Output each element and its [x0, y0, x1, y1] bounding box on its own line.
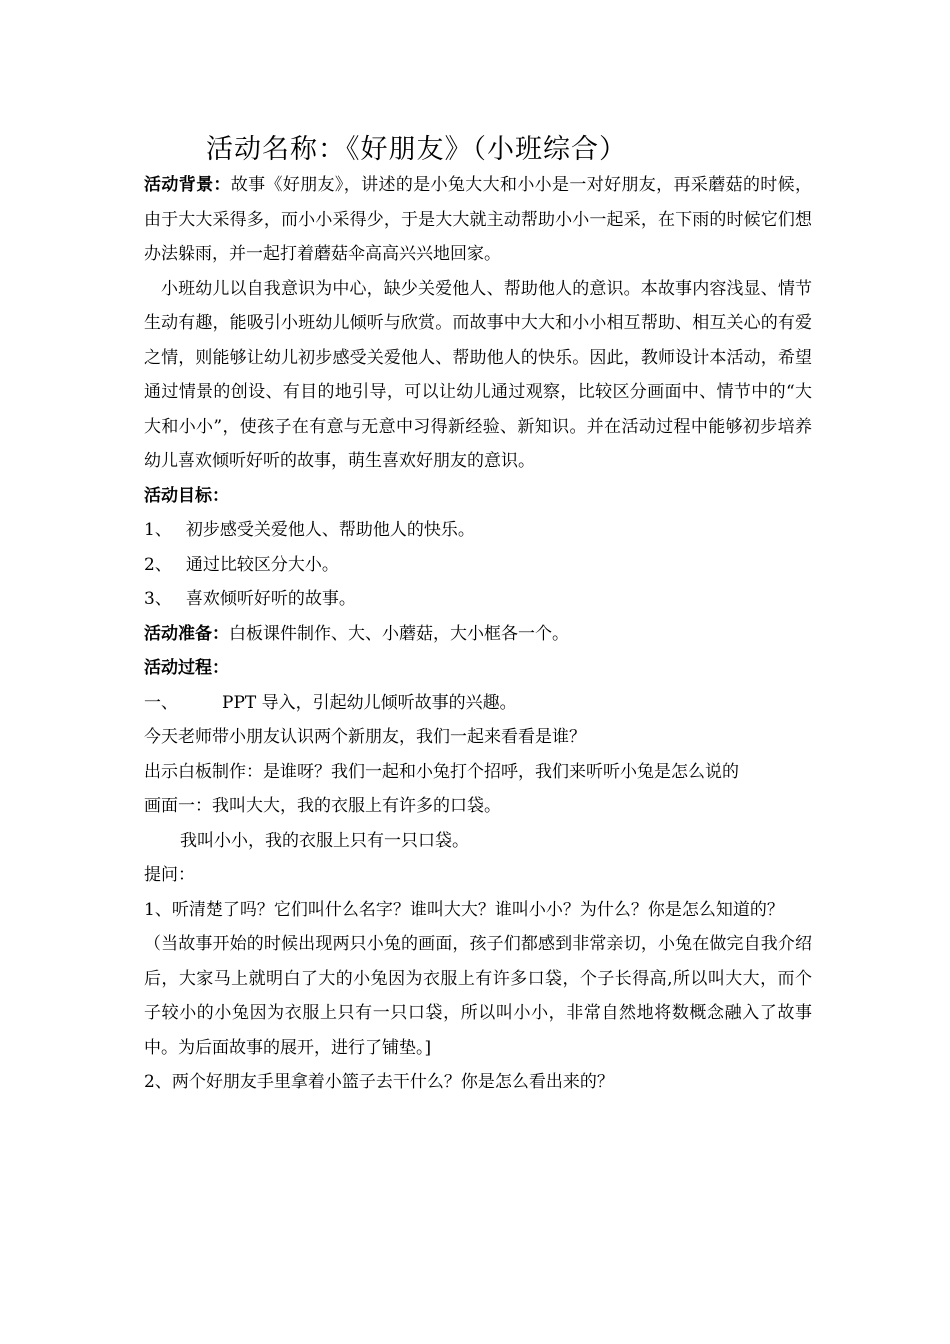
- preparation-label: 活动准备：: [144, 623, 229, 644]
- goals-heading: 活动目标：: [144, 485, 229, 506]
- question-1: 1、听清楚了吗？它们叫什么名字？谁叫大大？谁叫小小？为什么？你是怎么知道的？: [144, 899, 784, 920]
- goal-number: 2、: [144, 554, 172, 575]
- question-2: 2、两个好朋友手里拿着小篮子去干什么？你是怎么看出来的？: [144, 1072, 614, 1092]
- preparation-text: 白板课件制作、大、小蘑菇，大小框各一个。: [229, 623, 569, 644]
- process-line-4: 我叫小小，我的衣服上只有一只口袋。: [180, 830, 469, 851]
- goal-text: 初步感受关爱他人、帮助他人的快乐。: [185, 520, 475, 540]
- goal-text: 喜欢倾听好听的故事。: [185, 589, 356, 609]
- background-label: 活动背景：: [144, 175, 231, 195]
- goal-text: 通过比较区分大小。: [185, 554, 339, 575]
- goal-number: 3、: [144, 589, 172, 609]
- process-step-1: [144, 686, 812, 721]
- process-heading: 活动过程：: [144, 658, 229, 678]
- goal-item-1: [144, 513, 812, 548]
- process-line-1: 今天老师带小朋友认识两个新朋友，我们一起来看看是谁？: [144, 727, 586, 747]
- document-body: [144, 168, 812, 1100]
- step-number: 一、: [144, 692, 178, 713]
- background-paragraph-2: 小班幼儿以自我意识为中心，缺少关爱他人、帮助他人的意识。本故事内容浅显、情节生动有趣，能吸引小班幼儿倾听与欣赏。而故事中大大和小小相互帮助、相互关心的有爱之情，则能够让幼儿初步感受关爱他人、帮助他人的快乐。因此，教师设计本活动，希望通过情景的创设、有目的地引导，可以让幼儿通过观察，比较区分画面中、情节中的“大大和小小”，使孩子在有意与无意中习得新经验、新知识。并在活动过程中能够初步培养幼儿喜欢倾听好听的故事，萌生喜欢好朋友的意识。: [144, 278, 812, 471]
- goal-item-2: [144, 548, 812, 583]
- process-line-2: 出示白板制作：是谁呀？我们一起和小兔打个招呼，我们来听听小兔是怎么说的: [144, 761, 739, 782]
- background-text: 故事《好朋友》，讲述的是小兔大大和小小是一对好朋友，再采蘑菇的时候，由于大大采得多，而小小采得少，于是大大就主动帮助小小一起采，在下雨的时候它们想办法躲雨，并一起打着蘑菇伞高高兴兴地回家。: [144, 175, 813, 264]
- goal-item-3: [144, 582, 812, 617]
- teacher-note: （当故事开始的时候出现两只小兔的画面，孩子们都感到非常亲切，小兔在做完自我介绍后，大家马上就明白了大的小兔因为衣服上有许多口袋，个子长得高,所以叫大大，而个子较小的小兔因为衣服上只有一只口袋，所以叫小小，非常自然地将数概念融入了故事中。为后面故事的展开，进行了铺垫。]: [144, 934, 812, 1058]
- step-text: PPT 导入，引起幼儿倾听故事的兴趣。: [222, 692, 517, 713]
- goal-number: 1、: [144, 520, 172, 540]
- process-line-3: 画面一：我叫大大，我的衣服上有许多的口袋。: [144, 796, 501, 816]
- preparation-paragraph: [144, 617, 812, 652]
- question-label: 提问：: [144, 865, 195, 885]
- document-title: 活动名称：《好朋友》（小班综合）: [206, 134, 627, 165]
- background-paragraph: [144, 168, 812, 272]
